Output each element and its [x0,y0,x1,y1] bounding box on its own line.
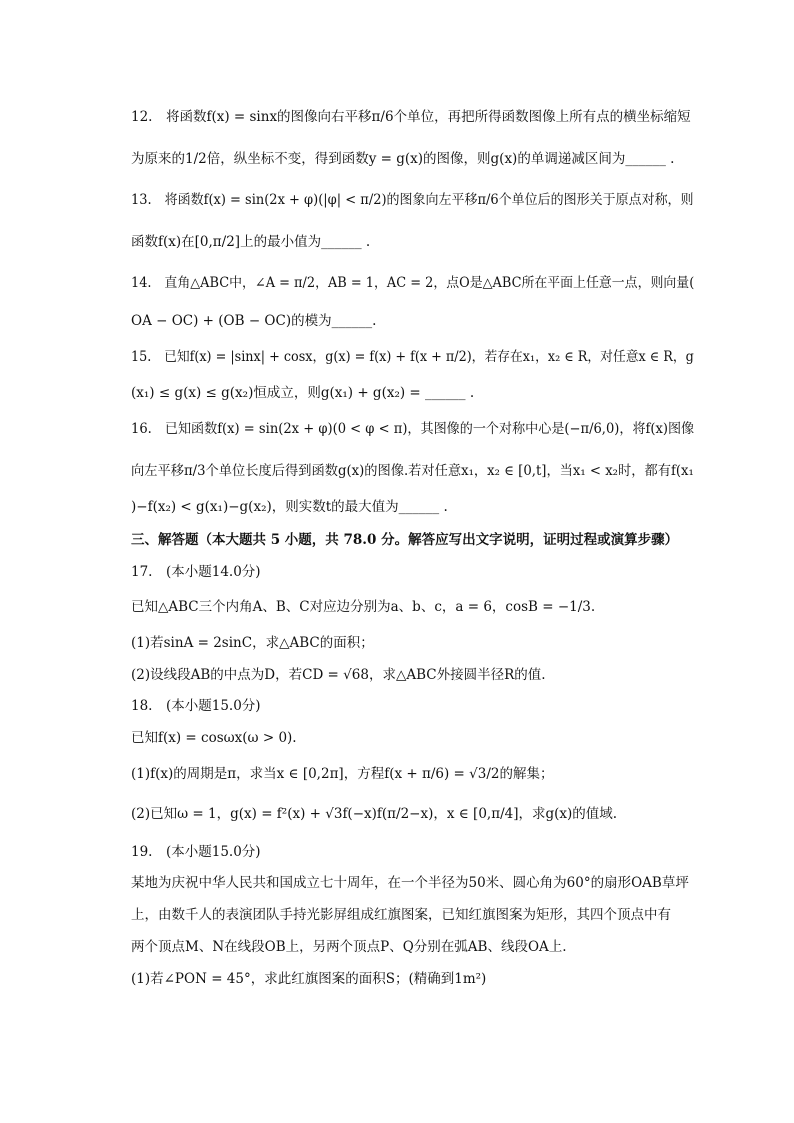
question-15-line-1: 15. 已知f(x) = |sinx| + cosx，g(x) = f(x) + f(x + π/2)，若存在x₁，x₂ ∈ R，对任意x ∈ R，g [131,349,694,365]
question-14-line-1: 14. 直角△ABC中，∠A = π/2，AB = 1，AC = 2，点O是△ABC所在平面上任意一点，则向量( [131,275,695,291]
question-12-line-1: 12. 将函数f(x) = sinx的图像向右平移π/6个单位，再把所得函数图像上所有点的横坐标缩短 [131,109,691,125]
question-18-stem: 已知f(x) = cosωx(ω > 0). [131,730,297,746]
question-19-stem-line-3: 两个顶点M、N在线段OB上，另两个顶点P、Q分别在弧AB、线段OA上. [131,939,567,955]
question-13-line-1: 13. 将函数f(x) = sin(2x + φ)(|φ| < π/2)的图象向左平移π/6个单位后的图形关于原点对称，则 [131,192,694,208]
question-18-header: 18. (本小题15.0分) [131,698,261,714]
section-heading: 三、解答题（本大题共 5 小题，共 78.0 分。解答应写出文字说明，证明过程或演算步骤） [131,532,679,548]
question-13-line-2: 函数f(x)在[0,π/2]上的最小值为______ . [131,234,371,250]
question-19-header: 19. (本小题15.0分) [131,844,261,860]
question-18-part-1: (1)f(x)的周期是π，求当x ∈ [0,2π]，方程f(x + π/6) = √3/2的解集； [131,766,554,782]
question-19-stem-line-2: 上，由数千人的表演团队手持光影屏组成红旗图案，已知红旗图案为矩形，其四个顶点中有 [131,907,671,923]
question-16-line-3: )−f(x₂) < g(x₁)−g(x₂)，则实数t的最大值为______ . [131,499,448,515]
question-17-part-2: (2)设线段AB的中点为D，若CD = √68，求△ABC外接圆半径R的值. [131,667,546,683]
question-18-part-2: (2)已知ω = 1，g(x) = f²(x) + √3f(−x)f(π/2−x)，x ∈ [0,π/4]，求g(x)的值域. [131,806,618,822]
question-12-line-2: 为原来的1/2倍，纵坐标不变，得到函数y = g(x)的图像，则g(x)的单调递减区间为______ . [131,151,675,167]
question-19-stem-line-1: 某地为庆祝中华人民共和国成立七十周年，在一个半径为50米、圆心角为60°的扇形OAB草坪 [131,875,689,891]
question-17-header: 17. (本小题14.0分) [131,564,261,580]
question-16-line-1: 16. 已知函数f(x) = sin(2x + φ)(0 < φ < π)，其图像的一个对称中心是(−π/6,0)，将f(x)图像 [131,421,695,437]
question-17-stem: 已知△ABC三个内角A、B、C对应边分别为a、b、c，a = 6，cosB = −1/3. [131,599,596,615]
question-16-line-2: 向左平移π/3个单位长度后得到函数g(x)的图像.若对任意x₁，x₂ ∈ [0,t]，当x₁ < x₂时，都有f(x₁ [131,463,694,479]
question-17-part-1: (1)若sinA = 2sinC，求△ABC的面积； [131,635,374,651]
question-15-line-2: (x₁) ≤ g(x) ≤ g(x₂)恒成立，则g(x₁) + g(x₂) = ______ . [131,385,475,401]
question-14-line-2: OA − OC) + (OB − OC)的模为______. [131,313,377,329]
question-19-part-1: (1)若∠PON = 45°，求此红旗图案的面积S；(精确到1m²) [131,971,487,987]
